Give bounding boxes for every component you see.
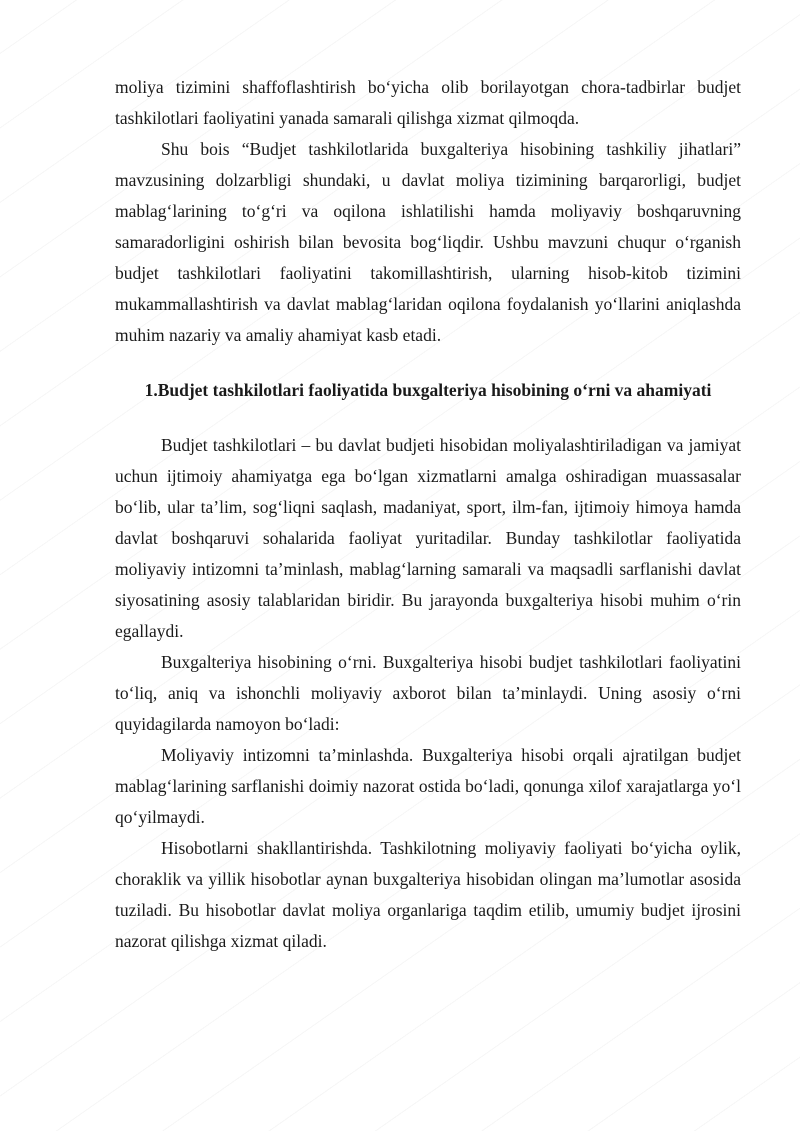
paragraph-definition: Budjet tashkilotlari – bu davlat budjeti hisobidan moliyalashtiriladigan va jamiyat uchun ijtimoiy ahamiyatga ega bo‘lgan xizmatlarni amalga oshiradigan muassasalar bo‘lib, ular ta’lim, sog‘liqni saqlash, madaniyat, sport, ilm-fan, ijtimoiy himoya hamda davlat boshqaruvi sohalarida faoliyat yuritadilar. Bunday tashkilotlar faoliyatida moliyaviy intizomni ta’minlash, mablag‘larning samarali va maqsadli sarflanishi davlat siyosatining asosiy talablaridan biridir. Bu jarayonda buxgalteriya hisobi muhim o‘rin egallaydi. bbox=[115, 435, 741, 641]
paragraph-relevance: Shu bois “Budjet tashkilotlarida buxgalteriya hisobining tashkiliy jihatlari” mavzusining dolzarbligi shundaki, u davlat moliya tizimining barqarorligi, budjet mablag‘larining to‘g‘ri va oqilona ishlatilishi hamda moliyaviy boshqaruvning samaradorligini oshirish bilan bevosita bog‘liqdir. Ushbu mavzuni chuqur o‘rganish budjet tashkilotlari faoliyatini takomillashtirish, ularning hisob-kitob tizimini mukammallashtirish va davlat mablag‘laridan oqilona foydalanish yo‘llarini aniqlashda muhim nazariy va amaliy ahamiyat kasb etadi. bbox=[115, 139, 741, 345]
document-page bbox=[115, 72, 741, 957]
paragraph-role: Buxgalteriya hisobining o‘rni. Buxgalteriya hisobi budjet tashkilotlari faoliyatini to‘liq, aniq va ishonchli moliyaviy axborot bilan ta’minlaydi. Uning asosiy o‘rni quyidagilarda namoyon bo‘ladi: bbox=[115, 652, 741, 734]
paragraph-continuation: moliya tizimini shaffoflashtirish bo‘yicha olib borilayotgan chora-tadbirlar budjet tashkilotlari faoliyatini yanada samarali qilishga xizmat qilmoqda. bbox=[115, 77, 741, 128]
section-heading: 1.Budjet tashkilotlari faoliyatida buxgalteriya hisobining o‘rni va ahamiyati bbox=[144, 380, 712, 400]
paragraph-reports: Hisobotlarni shakllantirishda. Tashkilotning moliyaviy faoliyati bo‘yicha oylik, choraklik va yillik hisobotlar aynan buxgalteriya hisobidan olingan ma’lumotlar asosida tuziladi. Bu hisobotlar davlat moliya organlariga taqdim etilib, umumiy budjet ijrosini nazorat qilishga xizmat qiladi. bbox=[115, 838, 741, 951]
paragraph-discipline: Moliyaviy intizomni ta’minlashda. Buxgalteriya hisobi orqali ajratilgan budjet mablag‘larining sarflanishi doimiy nazorat ostida bo‘ladi, qonunga xilof xarajatlarga yo‘l qo‘yilmaydi. bbox=[115, 745, 741, 827]
